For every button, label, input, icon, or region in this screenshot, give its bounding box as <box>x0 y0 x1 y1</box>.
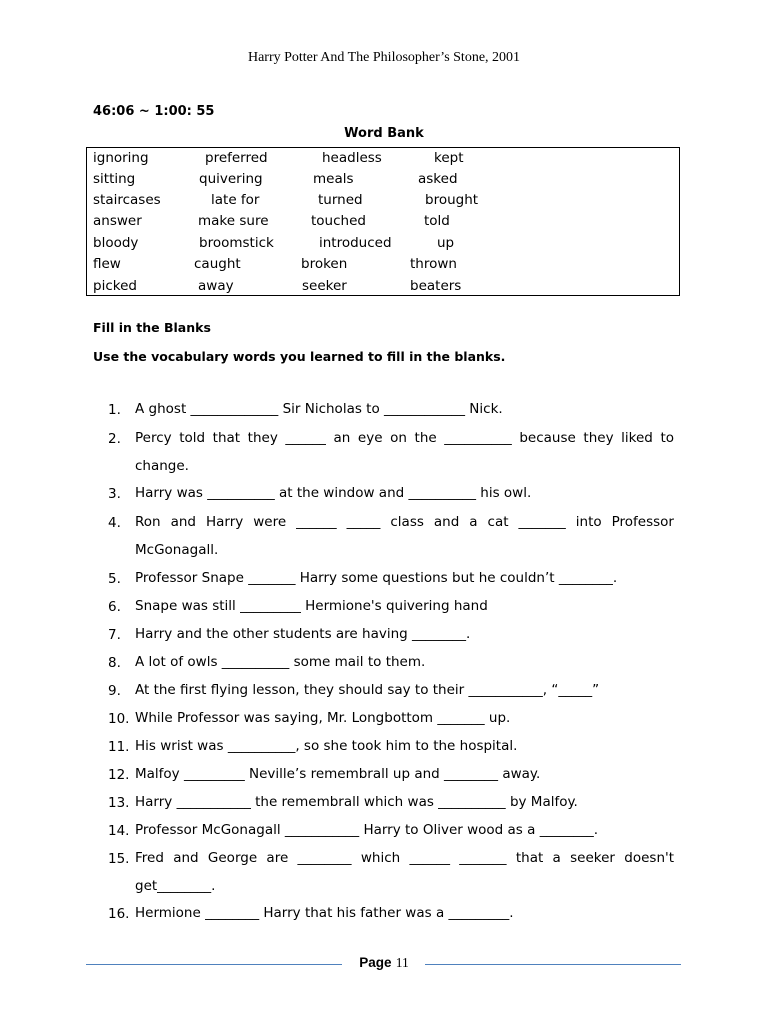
word-bank-word: touched <box>311 213 366 229</box>
word-bank-word: kept <box>434 150 464 166</box>
question-text: Harry and the other students are having ________. <box>135 626 471 642</box>
question-text: get________. <box>135 877 216 894</box>
question-text: Professor McGonagall ___________ Harry to Oliver wood as a ________. <box>135 822 598 838</box>
word-bank-word: seeker <box>302 278 347 294</box>
word-bank-word: bloody <box>93 235 139 251</box>
question-number: 2. <box>108 431 121 447</box>
word-bank-word: late for <box>211 192 260 208</box>
question-item <box>108 817 674 845</box>
question-number: 11. <box>108 739 130 755</box>
question-number: 6. <box>108 599 121 615</box>
word-bank-word: sitting <box>93 171 136 187</box>
word-bank-word: broomstick <box>199 235 274 251</box>
word-bank-word: picked <box>93 278 137 294</box>
question-item <box>108 761 674 789</box>
question-number: 3. <box>108 486 121 502</box>
question-text: Percy told that they ______ an eye on the __________ because they liked to <box>135 430 674 446</box>
page-header: Harry Potter And The Philosopher’s Stone, 2001 <box>247 50 521 65</box>
question-number: 16. <box>108 906 130 922</box>
question-number: 13. <box>108 795 130 811</box>
question-text: Harry was __________ at the window and __________ his owl. <box>135 485 532 501</box>
word-bank-word: headless <box>322 150 382 166</box>
section-instruction: Use the vocabulary words you learned to fill in the blanks. <box>93 349 506 364</box>
word-bank-word: away <box>198 278 234 294</box>
section-title: Fill in the Blanks <box>93 320 211 335</box>
word-bank-word: introduced <box>319 235 392 251</box>
question-text: Snape was still _________ Hermione's quivering hand <box>135 598 488 614</box>
question-text: A lot of owls __________ some mail to them. <box>135 654 426 670</box>
question-text: While Professor was saying, Mr. Longbottom _______ up. <box>135 710 511 726</box>
question-item <box>108 593 674 621</box>
question-item <box>108 789 674 817</box>
question-item <box>108 900 674 928</box>
question-number: 8. <box>108 655 121 671</box>
question-text: At the first flying lesson, they should say to their ___________, “_____” <box>135 682 600 698</box>
question-text: Ron and Harry were ______ _____ class and a cat _______ into Professor <box>135 514 674 530</box>
word-bank-word: brought <box>425 192 479 208</box>
question-number: 9. <box>108 683 121 699</box>
page-footer <box>0 955 768 971</box>
word-bank-word: answer <box>93 213 142 229</box>
question-text: McGonagall. <box>135 541 219 558</box>
question-item <box>108 845 674 900</box>
question-item <box>108 425 674 480</box>
word-bank-word: up <box>437 235 455 251</box>
question-item <box>108 733 674 761</box>
word-bank-word: told <box>424 213 450 229</box>
word-bank-word: preferred <box>205 150 268 166</box>
question-text: His wrist was __________, so she took him to the hospital. <box>135 738 518 754</box>
question-number: 7. <box>108 627 121 643</box>
word-bank-word: staircases <box>93 192 161 208</box>
question-text: Hermione ________ Harry that his father was a _________. <box>135 905 514 921</box>
question-item <box>108 509 674 564</box>
word-bank-word: quivering <box>199 171 263 187</box>
question-item <box>108 565 674 593</box>
word-bank-word: thrown <box>410 256 457 272</box>
word-bank-box <box>86 147 680 296</box>
question-item <box>108 705 674 733</box>
question-item <box>108 480 674 508</box>
word-bank-word: caught <box>194 256 241 272</box>
question-text: A ghost _____________ Sir Nicholas to ____________ Nick. <box>135 401 503 417</box>
timecode: 46:06 ~ 1:00: 55 <box>93 104 215 119</box>
question-text: Harry ___________ the remembrall which was __________ by Malfoy. <box>135 794 578 810</box>
question-number: 12. <box>108 767 130 783</box>
word-bank-word: broken <box>301 256 348 272</box>
question-text: change. <box>135 457 189 474</box>
word-bank-word: meals <box>313 171 354 187</box>
question-number: 4. <box>108 515 121 531</box>
question-number: 5. <box>108 571 121 587</box>
question-text: Professor Snape _______ Harry some questions but he couldn’t ________. <box>135 570 618 586</box>
page-number: 11 <box>395 955 409 970</box>
word-bank-word: flew <box>93 256 121 272</box>
question-number: 1. <box>108 402 121 418</box>
word-bank-word: turned <box>318 192 363 208</box>
question-text: Malfoy _________ Neville’s remembrall up and ________ away. <box>135 766 541 782</box>
question-number: 14. <box>108 823 130 839</box>
word-bank-word: asked <box>418 171 458 187</box>
question-item <box>108 396 674 424</box>
question-text: Fred and George are ________ which ______ _______ that a seeker doesn't <box>135 850 674 866</box>
word-bank-word: beaters <box>410 278 462 294</box>
question-number: 15. <box>108 851 130 867</box>
word-bank-title: Word Bank <box>344 126 424 141</box>
page-label: Page <box>359 955 392 970</box>
question-item <box>108 677 674 705</box>
word-bank-word: ignoring <box>93 150 149 166</box>
question-number: 10. <box>108 711 130 727</box>
question-item <box>108 649 674 677</box>
word-bank-word: make sure <box>198 213 269 229</box>
question-item <box>108 621 674 649</box>
